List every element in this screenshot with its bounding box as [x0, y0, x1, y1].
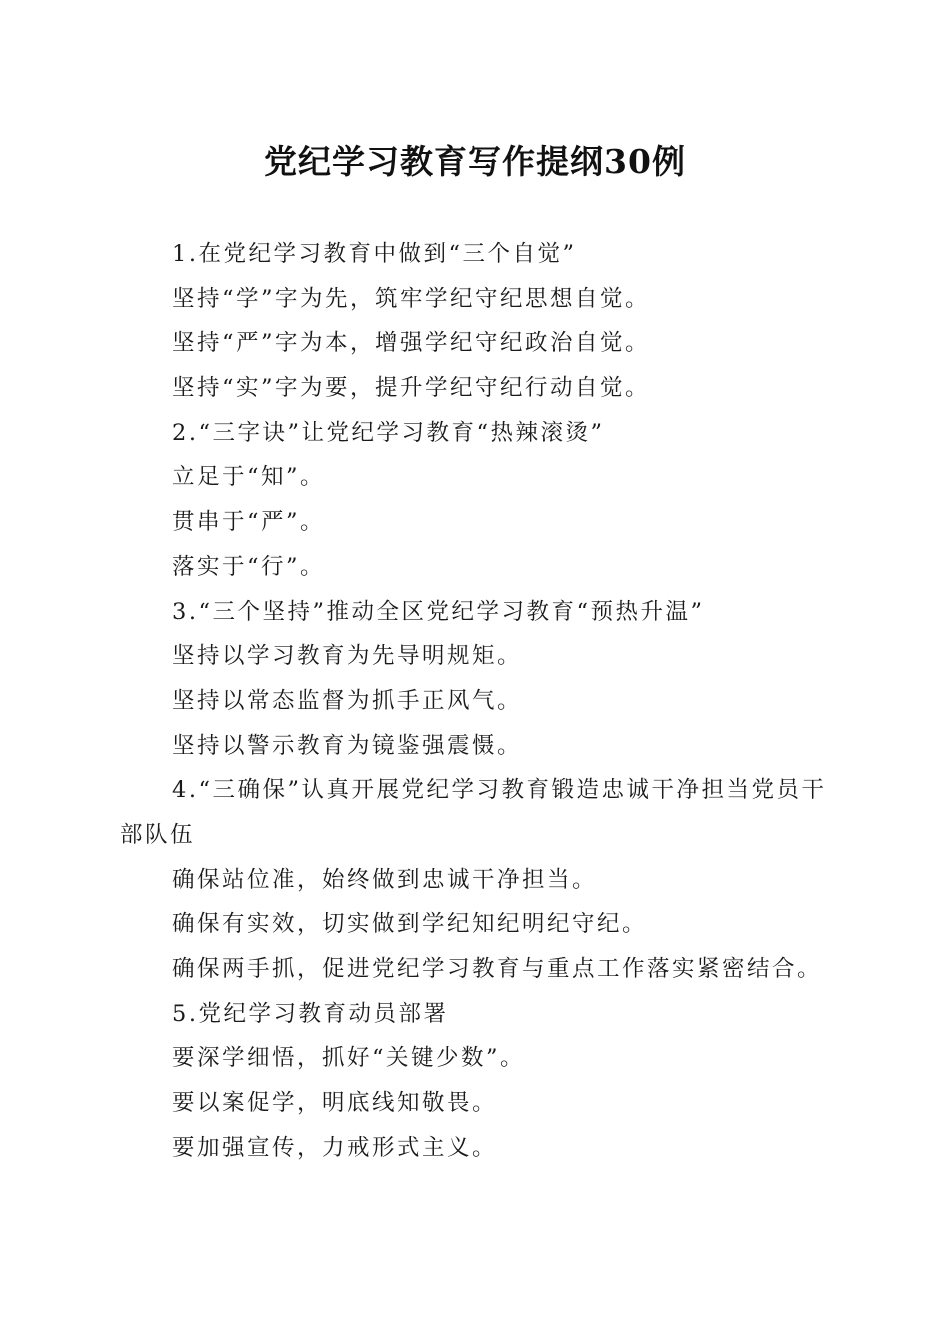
paragraph-line: 确保站位准，始终做到忠诚干净担当。: [172, 866, 598, 893]
paragraph-line: 确保有实效，切实做到学纪知纪明纪守纪。: [172, 911, 648, 938]
document-body: [120, 232, 840, 1170]
paragraph-line: 立足于“知”。: [172, 464, 326, 491]
paragraph-line: 要深学细悟，抓好“关键少数”。: [172, 1045, 526, 1072]
paragraph-line: 确保两手抓，促进党纪学习教育与重点工作落实紧密结合。: [172, 956, 823, 983]
heading-4: 4.“三确保”认真开展党纪学习教育锻造忠诚干净担当党员干部队伍: [120, 777, 827, 848]
heading-5: 5.党纪学习教育动员部署: [172, 1000, 449, 1027]
heading-2: 2.“三字诀”让党纪学习教育“热辣滚烫”: [172, 419, 605, 446]
paragraph-line: 坚持“严”字为本，增强学纪守纪政治自觉。: [172, 330, 651, 357]
paragraph-line: 坚持“学”字为先，筑牢学纪守纪思想自觉。: [172, 285, 651, 312]
paragraph-line: 坚持以警示教育为镜鉴强震慑。: [172, 732, 523, 759]
paragraph-line: 要以案促学，明底线知敬畏。: [172, 1090, 498, 1117]
paragraph-line: 坚持以学习教育为先导明规矩。: [172, 643, 523, 670]
heading-3: 3.“三个坚持”推动全区党纪学习教育“预热升温”: [172, 598, 705, 625]
paragraph-line: 贯串于“严”。: [172, 509, 326, 536]
paragraph-line: 要加强宣传，力戒形式主义。: [172, 1134, 498, 1161]
paragraph-line: 坚持以常态监督为抓手正风气。: [172, 687, 523, 714]
paragraph-line: 坚持“实”字为要，提升学纪守纪行动自觉。: [172, 375, 651, 402]
paragraph-line: 落实于“行”。: [172, 553, 326, 580]
heading-1: 1.在党纪学习教育中做到“三个自觉”: [172, 241, 577, 267]
document-title: 党纪学习教育写作提纲30例: [264, 142, 686, 181]
